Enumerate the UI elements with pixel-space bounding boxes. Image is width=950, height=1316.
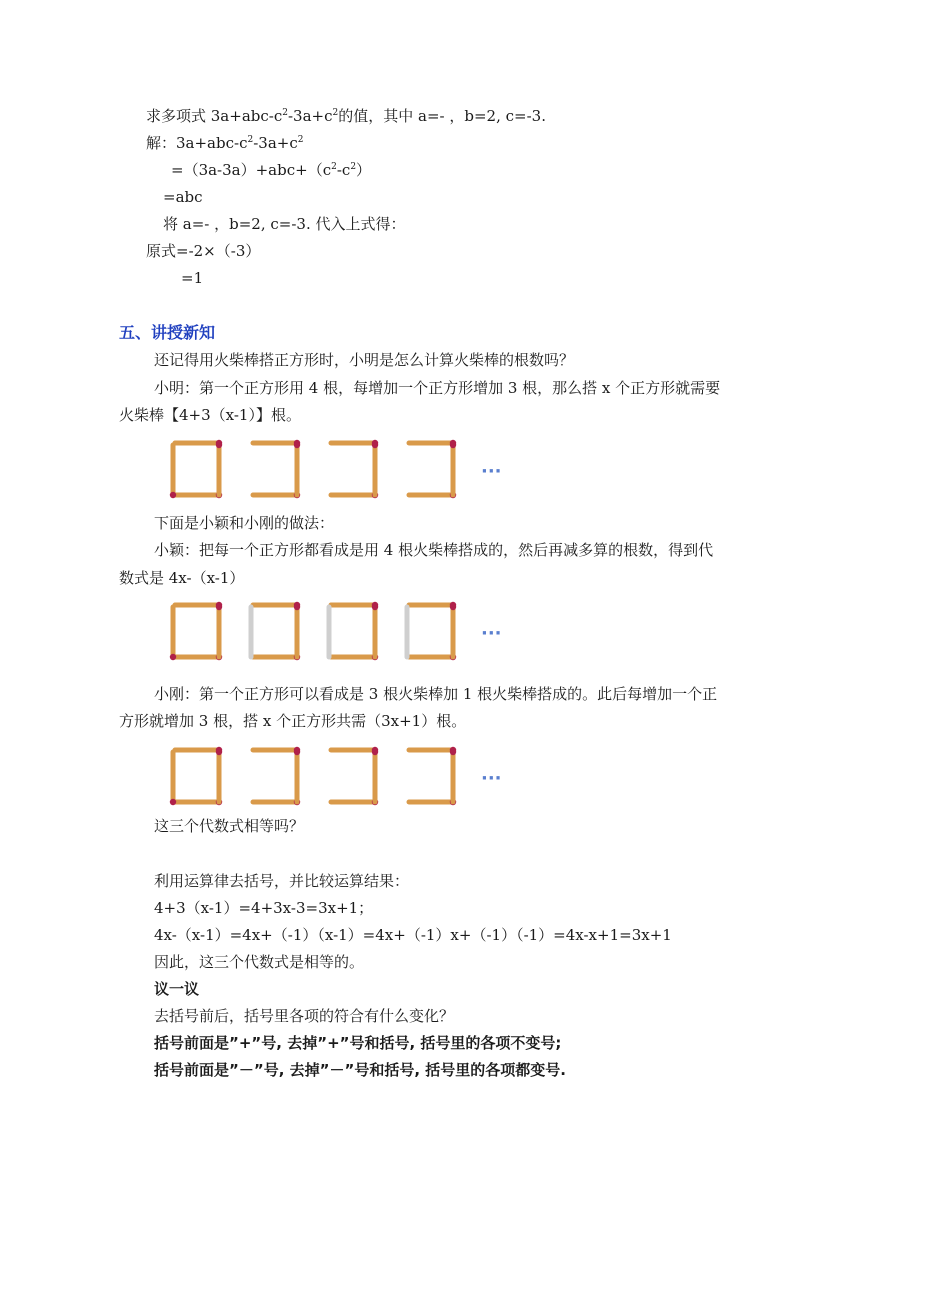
question-text: 这三个代数式相等吗？ (154, 817, 305, 835)
match-head (372, 442, 378, 448)
matchstick (372, 442, 378, 495)
step-4: 原式=-2×（-3） (146, 242, 261, 260)
rule-2: 括号前面是”－”号, 去掉”－”号和括号, 括号里的各项都变号. (154, 1061, 566, 1079)
matchstick (331, 602, 378, 608)
match-head (450, 604, 456, 610)
discuss-title: 议一议 (154, 980, 200, 998)
matchstick (409, 654, 456, 660)
section-title: 五、讲授新知 (119, 323, 216, 342)
matchstick (294, 604, 300, 657)
match-head (216, 749, 222, 755)
step-5: =1 (181, 269, 204, 287)
equation-1: 4+3（x-1）=4+3x-3=3x+1； (154, 899, 374, 917)
matchstick (409, 440, 456, 446)
matchstick (409, 799, 456, 805)
matchstick-figure-1 (165, 435, 525, 505)
ellipsis-dots: ··· (481, 623, 502, 644)
xiaoying-text-2: 数式是 4x-（x-1） (119, 569, 245, 587)
matchstick (253, 602, 300, 608)
matchstick (331, 799, 378, 805)
matchstick-figure-3 (165, 742, 535, 812)
intro-text: 还记得用火柴棒搭正方形时，小明是怎么计算火柴棒的根数吗？ (154, 351, 575, 369)
method-text: 利用运算律去括号，并比较运算结果： (154, 872, 410, 890)
solution-line: 解：$3a+abc-c^2-3a+c^2$ (146, 134, 304, 152)
step-2: =abc (163, 188, 203, 206)
matchstick (216, 749, 222, 802)
matchstick (331, 492, 378, 498)
matchstick (216, 442, 222, 495)
rule-1: 括号前面是”+”号, 去掉”+”号和括号, 括号里的各项不变号; (154, 1034, 562, 1052)
matchstick (175, 492, 222, 498)
matchstick-figure-2 (165, 597, 535, 669)
matchstick (409, 602, 456, 608)
matchstick (253, 492, 300, 498)
step-1: $=(3a-3a)+abc+(c^2-c^2)$ (171, 161, 372, 179)
xiaoming-text-2: 火柴棒【4+3（x-1）】根。 (119, 406, 301, 424)
equation-2: 4x-（x-1）=4x+（-1）（x-1）=4x+（-1）x+（-1）（-1）=4x-x+1=3x+1 (154, 926, 672, 944)
match-head (170, 654, 176, 660)
matchstick (450, 442, 456, 495)
matchstick (372, 749, 378, 802)
match-head (450, 749, 456, 755)
xiaogang-text-1: 小刚：第一个正方形可以看成是 3 根火柴棒加 1 根火柴棒搭成的。此后每增加一个正 (154, 685, 718, 703)
ellipsis-dots: ··· (481, 461, 502, 482)
matchstick (175, 440, 222, 446)
matchstick (175, 602, 222, 608)
matchstick (170, 445, 176, 498)
matchstick (372, 604, 378, 657)
match-head (294, 604, 300, 610)
match-head (294, 442, 300, 448)
below-text: 下面是小颖和小刚的做法： (154, 514, 335, 532)
match-head (170, 492, 176, 498)
matchstick (253, 440, 300, 446)
matchstick (450, 604, 456, 657)
matchstick (409, 492, 456, 498)
matchstick (175, 747, 222, 753)
match-head (216, 604, 222, 610)
match-head (170, 799, 176, 805)
match-head (216, 442, 222, 448)
xiaoming-text-1: 小明：第一个正方形用 4 根，每增加一个正方形增加 3 根，那么搭 x 个正方形就需要 (154, 379, 721, 397)
matchstick (450, 749, 456, 802)
matchstick (175, 654, 222, 660)
match-head (294, 749, 300, 755)
xiaoying-text-1: 小颖：把每一个正方形都看成是用 4 根火柴棒搭成的，然后再减多算的根数，得到代 (154, 541, 714, 559)
matchstick (331, 747, 378, 753)
match-head (372, 749, 378, 755)
matchstick (331, 440, 378, 446)
match-head (450, 442, 456, 448)
matchstick (253, 799, 300, 805)
xiaogang-text-2: 方形就增加 3 根，搭 x 个正方形共需（3x+1）根。 (119, 712, 467, 730)
matchstick (253, 747, 300, 753)
problem-line: 求多项式 $3a+abc-c^2-3a+c^2$的值，其中 a=- ，b=2, c=-3. (146, 107, 546, 125)
match-head (372, 604, 378, 610)
matchstick (409, 747, 456, 753)
ellipsis-dots: ··· (481, 768, 502, 789)
matchstick (170, 752, 176, 805)
matchstick (170, 607, 176, 660)
discuss-question: 去括号前后，括号里各项的符合有什么变化？ (154, 1007, 455, 1025)
matchstick (175, 799, 222, 805)
matchstick (253, 654, 300, 660)
matchstick (294, 442, 300, 495)
matchstick (331, 654, 378, 660)
matchstick (216, 604, 222, 657)
conclusion-text: 因此，这三个代数式是相等的。 (154, 953, 365, 971)
step-3: 将 a=- ，b=2, c=-3. 代入上式得： (163, 215, 406, 233)
matchstick (294, 749, 300, 802)
